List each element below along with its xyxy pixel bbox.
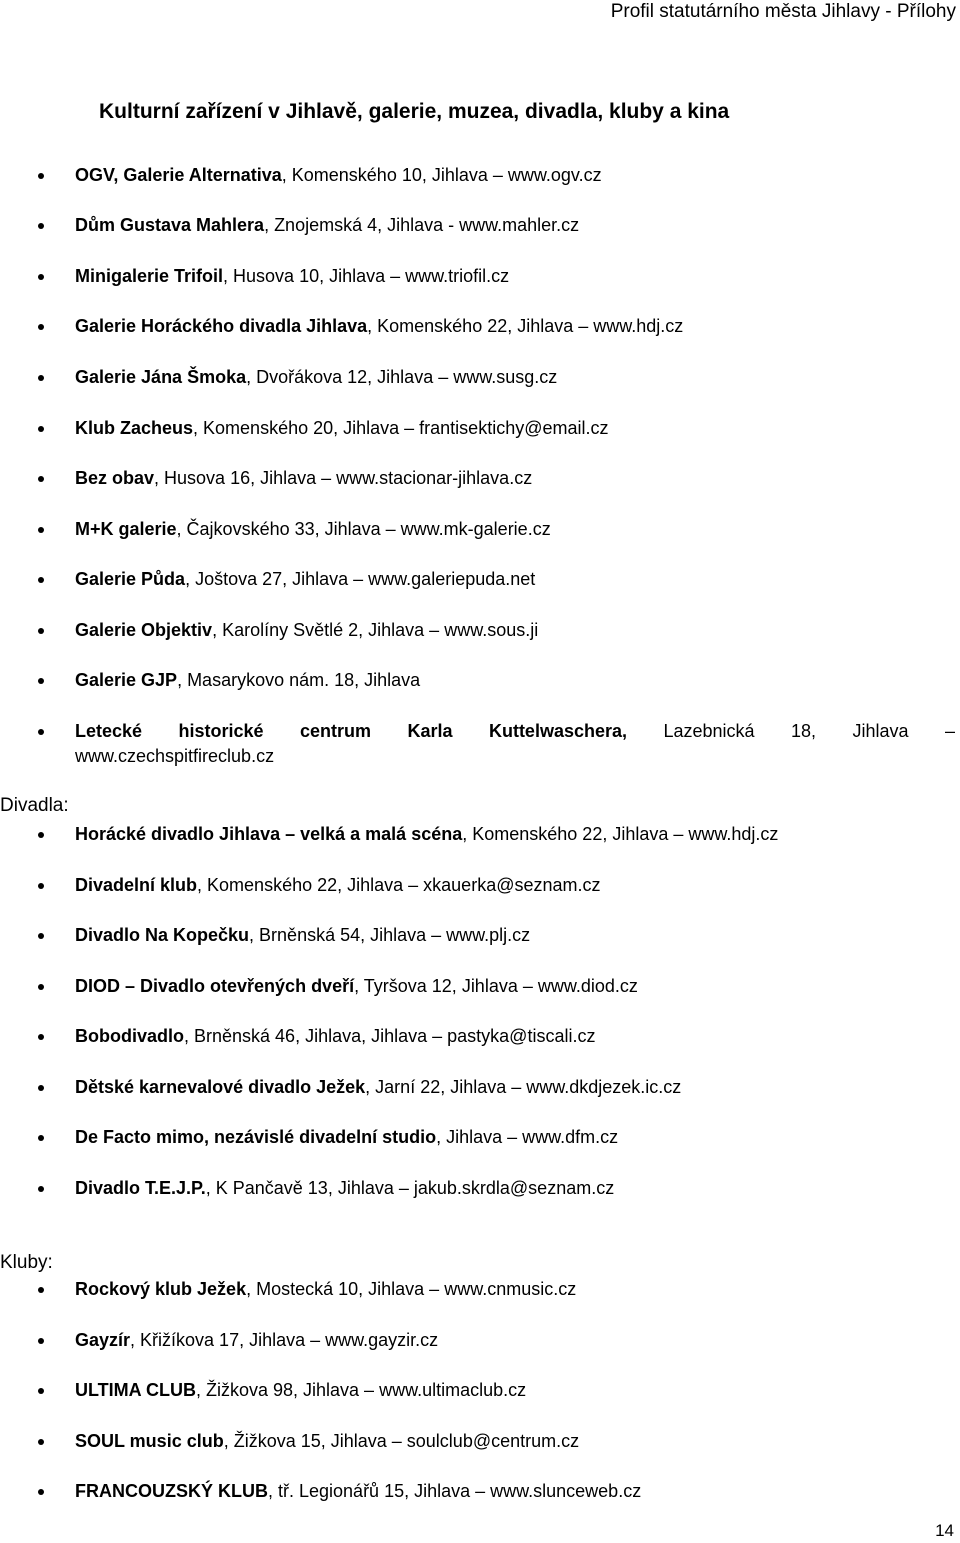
item-name-word: centrum (300, 721, 372, 741)
item-name: Dětské karnevalové divadlo Ježek (75, 1077, 366, 1097)
list-item (75, 416, 955, 441)
list-item (75, 1075, 955, 1100)
item-details-line2: www.czechspitfireclub.cz (75, 746, 275, 766)
list-item (75, 974, 955, 999)
item-name: SOUL music club (75, 1431, 224, 1451)
page-number: 14 (935, 1521, 954, 1540)
item-name: Horácké divadlo Jihlava – velká a malá scéna (75, 824, 463, 844)
item-name: FRANCOUZSKÝ KLUB (75, 1481, 268, 1501)
item-details: , Mostecká 10, Jihlava – www.cnmusic.cz (246, 1279, 577, 1299)
bullet-icon (38, 375, 44, 381)
list-item (75, 618, 955, 643)
list-item (75, 1277, 955, 1302)
bullet-icon (38, 933, 44, 939)
list-item (75, 1479, 955, 1504)
list-item (75, 1176, 955, 1201)
item-details: , Žižkova 15, Jihlava – soulclub@centrum.cz (223, 1431, 580, 1451)
item-details: , Joštova 27, Jihlava – www.galeriepuda.net (185, 569, 536, 589)
item-details: , Komenského 22, Jihlava – xkauerka@seznam.cz (197, 875, 601, 895)
page-title: Kulturní zařízení v Jihlavě, galerie, muzea, divadla, kluby a kina (99, 100, 730, 123)
bullet-icon (38, 628, 44, 634)
item-name: Galerie Objektiv (75, 620, 213, 640)
item-details: , Tyršova 12, Jihlava – www.diod.cz (354, 976, 638, 996)
list-item (75, 365, 955, 390)
item-details: , Brněnská 46, Jihlava, Jihlava – pastyka@tiscali.cz (184, 1026, 596, 1046)
item-name: Divadlo T.E.J.P. (75, 1178, 206, 1198)
bullet-icon (38, 173, 44, 179)
list-item-letecke (75, 719, 955, 769)
item-details: , Jarní 22, Jihlava – www.dkdjezek.ic.cz (365, 1077, 682, 1097)
item-details-word: Jihlava (852, 721, 909, 741)
bullet-icon (38, 1085, 44, 1091)
item-name: Rockový klub Ježek (75, 1279, 247, 1299)
justified-line (75, 719, 955, 744)
list-item (75, 923, 955, 948)
bullet-icon (38, 426, 44, 432)
bullet-icon (38, 1034, 44, 1040)
bullet-icon (38, 1338, 44, 1344)
bullet-icon (38, 832, 44, 838)
item-details: , Masarykovo nám. 18, Jihlava (177, 670, 421, 690)
list-item (75, 517, 955, 542)
bullet-icon (38, 476, 44, 482)
item-name: Galerie Horáckého divadla Jihlava (75, 316, 368, 336)
item-name: Bez obav (75, 468, 155, 488)
item-name: M+K galerie (75, 519, 177, 539)
list-item (75, 1024, 955, 1049)
list-item (75, 314, 955, 339)
item-name: Galerie GJP (75, 670, 178, 690)
item-name: De Facto mimo, nezávislé divadelní studio (75, 1127, 437, 1147)
item-details: , K Pančavě 13, Jihlava – jakub.skrdla@seznam.cz (205, 1178, 615, 1198)
item-name: Galerie Půda (75, 569, 186, 589)
list-item (75, 668, 955, 693)
item-name: Divadelní klub (75, 875, 198, 895)
item-name-word: historické (178, 721, 264, 741)
item-details: , Husova 16, Jihlava – www.stacionar-jihlava.cz (154, 468, 533, 488)
item-name: ULTIMA CLUB (75, 1380, 196, 1400)
item-name: Minigalerie Trifoil (75, 266, 224, 286)
bullet-icon (38, 729, 44, 735)
list-item (75, 567, 955, 592)
section-heading-kluby: Kluby: (0, 1252, 53, 1273)
bullet-icon (38, 1186, 44, 1192)
bullet-icon (38, 678, 44, 684)
item-name: Bobodivadlo (75, 1026, 184, 1046)
list-item (75, 466, 955, 491)
item-details: , Brněnská 54, Jihlava – www.plj.cz (249, 925, 531, 945)
item-details: , Znojemská 4, Jihlava - www.mahler.cz (264, 215, 580, 235)
running-header: Profil statutárního města Jihlavy - Přílohy (610, 1, 956, 22)
bullet-icon (38, 984, 44, 990)
item-details: , Komenského 22, Jihlava – www.hdj.cz (367, 316, 684, 336)
list-item (75, 1429, 955, 1454)
item-name-word: Kuttelwaschera, (488, 721, 628, 741)
item-name: Klub Zacheus (75, 418, 194, 438)
bullet-icon (38, 1135, 44, 1141)
item-name: Divadlo Na Kopečku (75, 925, 250, 945)
item-name: Dům Gustava Mahlera (75, 215, 265, 235)
item-details: , tř. Legionářů 15, Jihlava – www.slunceweb.cz (268, 1481, 642, 1501)
list-item (75, 1378, 955, 1403)
list-item (75, 873, 955, 898)
item-details: , Komenského 20, Jihlava – frantisektichy@email.cz (193, 418, 609, 438)
item-details: , Dvořákova 12, Jihlava – www.susg.cz (246, 367, 558, 387)
item-name: OGV, Galerie Alternativa (75, 165, 282, 185)
item-details-word: 18, (791, 721, 817, 741)
list-item (75, 264, 955, 289)
list-item (75, 1328, 955, 1353)
section-heading-divadla: Divadla: (0, 795, 69, 816)
item-details: , Žižkova 98, Jihlava – www.ultimaclub.cz (195, 1380, 527, 1400)
item-details: , Jihlava – www.dfm.cz (436, 1127, 619, 1147)
item-details: , Čajkovského 33, Jihlava – www.mk-galerie.cz (176, 519, 551, 539)
item-details-word: – (944, 721, 955, 741)
bullet-icon (38, 577, 44, 583)
item-details: , Husova 10, Jihlava – www.triofil.cz (223, 266, 510, 286)
bullet-icon (38, 1287, 44, 1293)
bullet-icon (38, 223, 44, 229)
item-details: , Karolíny Světlé 2, Jihlava – www.sous.ji (212, 620, 539, 640)
item-details: , Komenského 10, Jihlava – www.ogv.cz (281, 165, 602, 185)
item-details-word: Lazebnická (663, 721, 755, 741)
item-name-word: Karla (407, 721, 453, 741)
list-item (75, 213, 955, 238)
bullet-icon (38, 324, 44, 330)
list-item (75, 822, 955, 847)
bullet-icon (38, 1439, 44, 1445)
bullet-icon (38, 274, 44, 280)
item-details: , Komenského 22, Jihlava – www.hdj.cz (462, 824, 779, 844)
list-item (75, 1125, 955, 1150)
bullet-icon (38, 1388, 44, 1394)
item-name: Galerie Jána Šmoka (75, 367, 247, 387)
item-name-word: Letecké (75, 721, 143, 741)
bullet-icon (38, 883, 44, 889)
item-details: , Křižíkova 17, Jihlava – www.gayzir.cz (130, 1330, 439, 1350)
list-item (75, 163, 955, 188)
bullet-icon (38, 1489, 44, 1495)
item-name: DIOD – Divadlo otevřených dveří (75, 976, 355, 996)
bullet-icon (38, 527, 44, 533)
item-name: Gayzír (75, 1330, 131, 1350)
